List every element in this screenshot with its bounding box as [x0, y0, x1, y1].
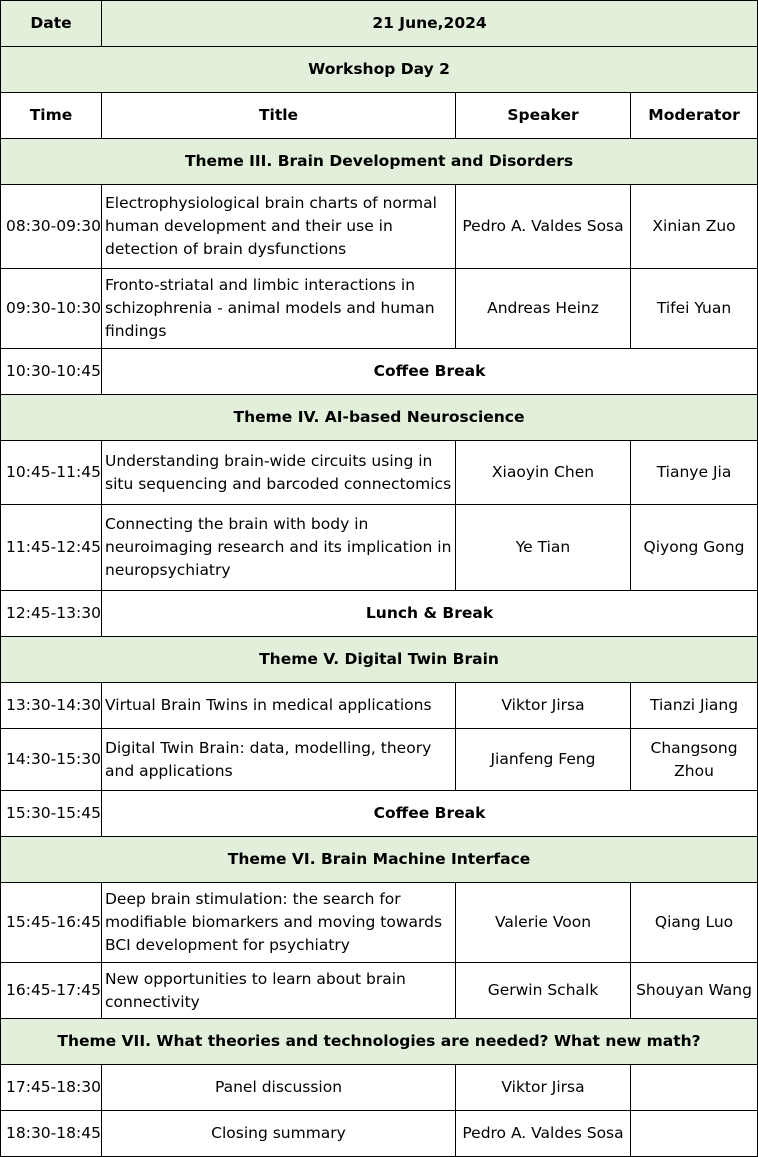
speaker-name: Viktor Jirsa — [456, 1065, 631, 1111]
talk-title: Virtual Brain Twins in medical applications — [102, 683, 456, 729]
session-time: 09:30-10:30 — [1, 269, 102, 349]
speaker-name: Xiaoyin Chen — [456, 441, 631, 505]
talk-title: Understanding brain-wide circuits using in situ sequencing and barcoded connectomics — [102, 441, 456, 505]
session-time: 12:45-13:30 — [1, 591, 102, 637]
column-header-speaker: Speaker — [456, 93, 631, 139]
theme-heading: Theme V. Digital Twin Brain — [1, 637, 758, 683]
talk-row — [1, 729, 758, 791]
theme-heading: Theme VII. What theories and technologies are needed? What new math? — [1, 1019, 758, 1065]
moderator-name: Qiyong Gong — [631, 505, 758, 591]
session-time: 10:45-11:45 — [1, 441, 102, 505]
moderator-name: Tifei Yuan — [631, 269, 758, 349]
theme-row — [1, 395, 758, 441]
break-label: Lunch & Break — [102, 591, 758, 637]
break-row — [1, 791, 758, 837]
session-time: 15:45-16:45 — [1, 883, 102, 963]
speaker-name: Valerie Voon — [456, 883, 631, 963]
theme-row — [1, 1019, 758, 1065]
theme-heading: Theme VI. Brain Machine Interface — [1, 837, 758, 883]
speaker-name: Jianfeng Feng — [456, 729, 631, 791]
talk-title: Closing summary — [102, 1111, 456, 1157]
date-label: Date — [1, 1, 102, 47]
workshop-row — [1, 47, 758, 93]
moderator-name: Changsong Zhou — [631, 729, 758, 791]
moderator-name: Qiang Luo — [631, 883, 758, 963]
workshop-title: Workshop Day 2 — [1, 47, 758, 93]
session-time: 10:30-10:45 — [1, 349, 102, 395]
session-time: 17:45-18:30 — [1, 1065, 102, 1111]
moderator-name: Shouyan Wang — [631, 963, 758, 1019]
theme-heading: Theme IV. AI-based Neuroscience — [1, 395, 758, 441]
date-row — [1, 1, 758, 47]
moderator-name — [631, 1065, 758, 1111]
talk-title: Electrophysiological brain charts of normal human development and their use in detection of brain dysfunctions — [102, 185, 456, 269]
moderator-name: Xinian Zuo — [631, 185, 758, 269]
talk-title: Deep brain stimulation: the search for modifiable biomarkers and moving towards BCI development for psychiatry — [102, 883, 456, 963]
talk-title: Digital Twin Brain: data, modelling, theory and applications — [102, 729, 456, 791]
theme-row — [1, 139, 758, 185]
talk-row — [1, 505, 758, 591]
break-label: Coffee Break — [102, 791, 758, 837]
session-time: 13:30-14:30 — [1, 683, 102, 729]
theme-row — [1, 637, 758, 683]
break-row — [1, 591, 758, 637]
session-time: 16:45-17:45 — [1, 963, 102, 1019]
talk-title: New opportunities to learn about brain connectivity — [102, 963, 456, 1019]
moderator-name — [631, 1111, 758, 1157]
column-header-moderator: Moderator — [631, 93, 758, 139]
column-header-row — [1, 93, 758, 139]
speaker-name: Gerwin Schalk — [456, 963, 631, 1019]
talk-row — [1, 963, 758, 1019]
break-row — [1, 349, 758, 395]
talk-row — [1, 441, 758, 505]
column-header-title: Title — [102, 93, 456, 139]
speaker-name: Andreas Heinz — [456, 269, 631, 349]
talk-title: Connecting the brain with body in neuroimaging research and its implication in neuropsychiatry — [102, 505, 456, 591]
session-time: 14:30-15:30 — [1, 729, 102, 791]
speaker-name: Pedro A. Valdes Sosa — [456, 1111, 631, 1157]
break-label: Coffee Break — [102, 349, 758, 395]
session-time: 15:30-15:45 — [1, 791, 102, 837]
date-value: 21 June,2024 — [102, 1, 758, 47]
session-time: 11:45-12:45 — [1, 505, 102, 591]
talk-row — [1, 269, 758, 349]
talk-row — [1, 683, 758, 729]
talk-row — [1, 883, 758, 963]
talk-title: Panel discussion — [102, 1065, 456, 1111]
session-time: 08:30-09:30 — [1, 185, 102, 269]
theme-heading: Theme III. Brain Development and Disorders — [1, 139, 758, 185]
session-time: 18:30-18:45 — [1, 1111, 102, 1157]
theme-row — [1, 837, 758, 883]
column-header-time: Time — [1, 93, 102, 139]
moderator-name: Tianye Jia — [631, 441, 758, 505]
talk-row — [1, 185, 758, 269]
panel-row — [1, 1111, 758, 1157]
moderator-name: Tianzi Jiang — [631, 683, 758, 729]
speaker-name: Pedro A. Valdes Sosa — [456, 185, 631, 269]
speaker-name: Ye Tian — [456, 505, 631, 591]
speaker-name: Viktor Jirsa — [456, 683, 631, 729]
panel-row — [1, 1065, 758, 1111]
talk-title: Fronto-striatal and limbic interactions in schizophrenia - animal models and human findings — [102, 269, 456, 349]
